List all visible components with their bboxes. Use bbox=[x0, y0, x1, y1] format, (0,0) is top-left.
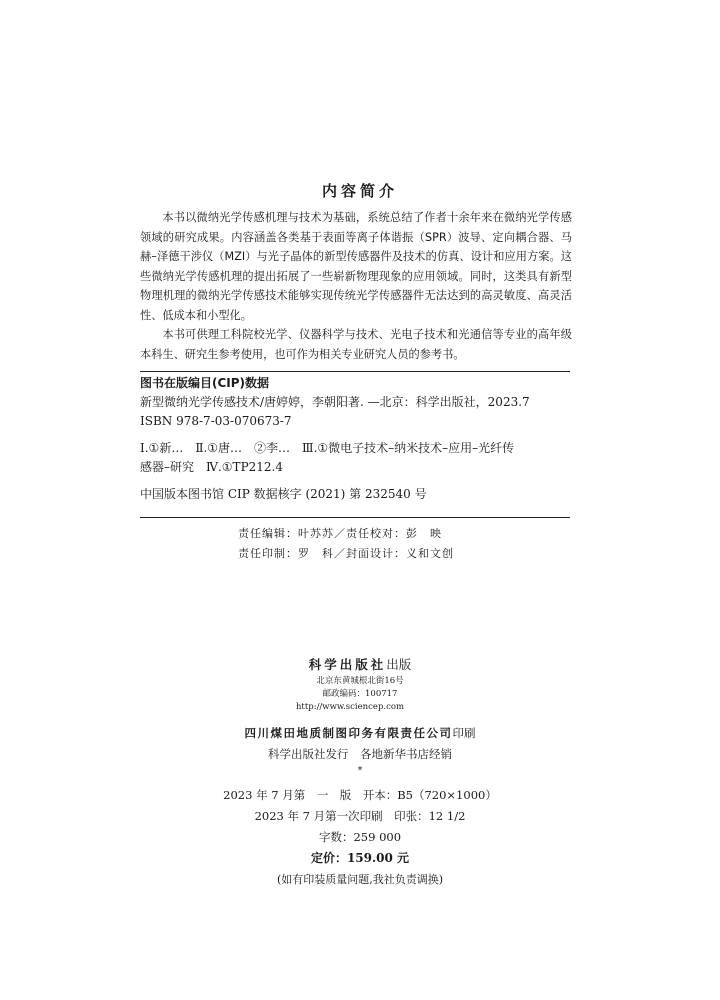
summary-paragraph: 本书可供理工科院校光学、仪器科学与技术、光电子技术和光通信等专业的高年级本科生、研究生参考使用，也可作为相关专业研究人员的参考书。 bbox=[140, 328, 572, 361]
publisher-url: http://www.sciencep.com bbox=[295, 702, 405, 712]
word-count: 字数：259 000 bbox=[318, 830, 402, 844]
price: 定价：159.00 元 bbox=[310, 851, 410, 865]
summary-title: 内容简介 bbox=[321, 182, 398, 200]
staff-credits bbox=[238, 524, 454, 564]
cip-bottom-rule bbox=[140, 517, 570, 518]
publisher-address: 北京东黄城根北街16号 bbox=[316, 676, 404, 686]
cip-top-rule bbox=[140, 371, 570, 372]
cip-subjects: Ⅰ.①新… Ⅱ.①唐… ②李… Ⅲ.①微电子技术–纳米技术–应用–光纤传 bbox=[140, 441, 515, 455]
publisher-postcode: 邮政编码：100717 bbox=[322, 689, 398, 699]
cip-record-number: 中国版本图书馆 CIP 数据核字 (2021) 第 232540 号 bbox=[140, 487, 427, 501]
cip-isbn: ISBN 978-7-03-070673-7 bbox=[140, 414, 292, 428]
cip-block bbox=[140, 373, 572, 504]
distribution-line: 科学出版社发行 各地新华书店经销 bbox=[268, 747, 452, 761]
summary-body bbox=[140, 208, 572, 364]
separator-star: * bbox=[357, 765, 363, 776]
printer-name: 四川煤田地质制图印务有限责任公司印刷 bbox=[244, 726, 476, 740]
cip-subjects-cont: 感器–研究 Ⅳ.①TP212.4 bbox=[140, 460, 283, 474]
edition-line: 2023 年 7 月第 一 版 开本：B5（720×1000） bbox=[223, 788, 497, 802]
cip-heading: 图书在版编目(CIP)数据 bbox=[140, 376, 270, 390]
publisher-block bbox=[0, 655, 720, 778]
printing-line: 2023 年 7 月第一次印刷 印张：12 1/2 bbox=[254, 809, 466, 823]
production-credit: 责任印制：罗 科／封面设计：义和文创 bbox=[238, 547, 454, 560]
summary-paragraph: 本书以微纳光学传感机理与技术为基础，系统总结了作者十余年来在微纳光学传感领域的研究成果。内容涵盖各类基于表面等离子体谐振（SPR）波导、定向耦合器、马赫–泽德干涉仪（MZI）与光子晶体的新型传感器件及技术的仿真、设计和应用方案。这些微纳光学传感机理的提出拓展了一些崭新物理现象的应用领域。同时，这类具有新型物理机理的微纳光学传感技术能够实现传统光学传感器件无法达到的高灵敏度、高灵活性、低成本和小型化。 bbox=[140, 211, 572, 322]
quality-note: (如有印装质量问题,我社负责调换) bbox=[276, 873, 444, 886]
edition-block bbox=[0, 785, 720, 890]
editor-credit: 责任编辑：叶苏苏／责任校对：彭 映 bbox=[238, 527, 442, 540]
cip-title-line: 新型微纳光学传感技术/唐婷婷，李朝阳著. —北京：科学出版社，2023.7 bbox=[140, 395, 530, 409]
publisher-name: 科学出版社出版 bbox=[308, 657, 412, 672]
